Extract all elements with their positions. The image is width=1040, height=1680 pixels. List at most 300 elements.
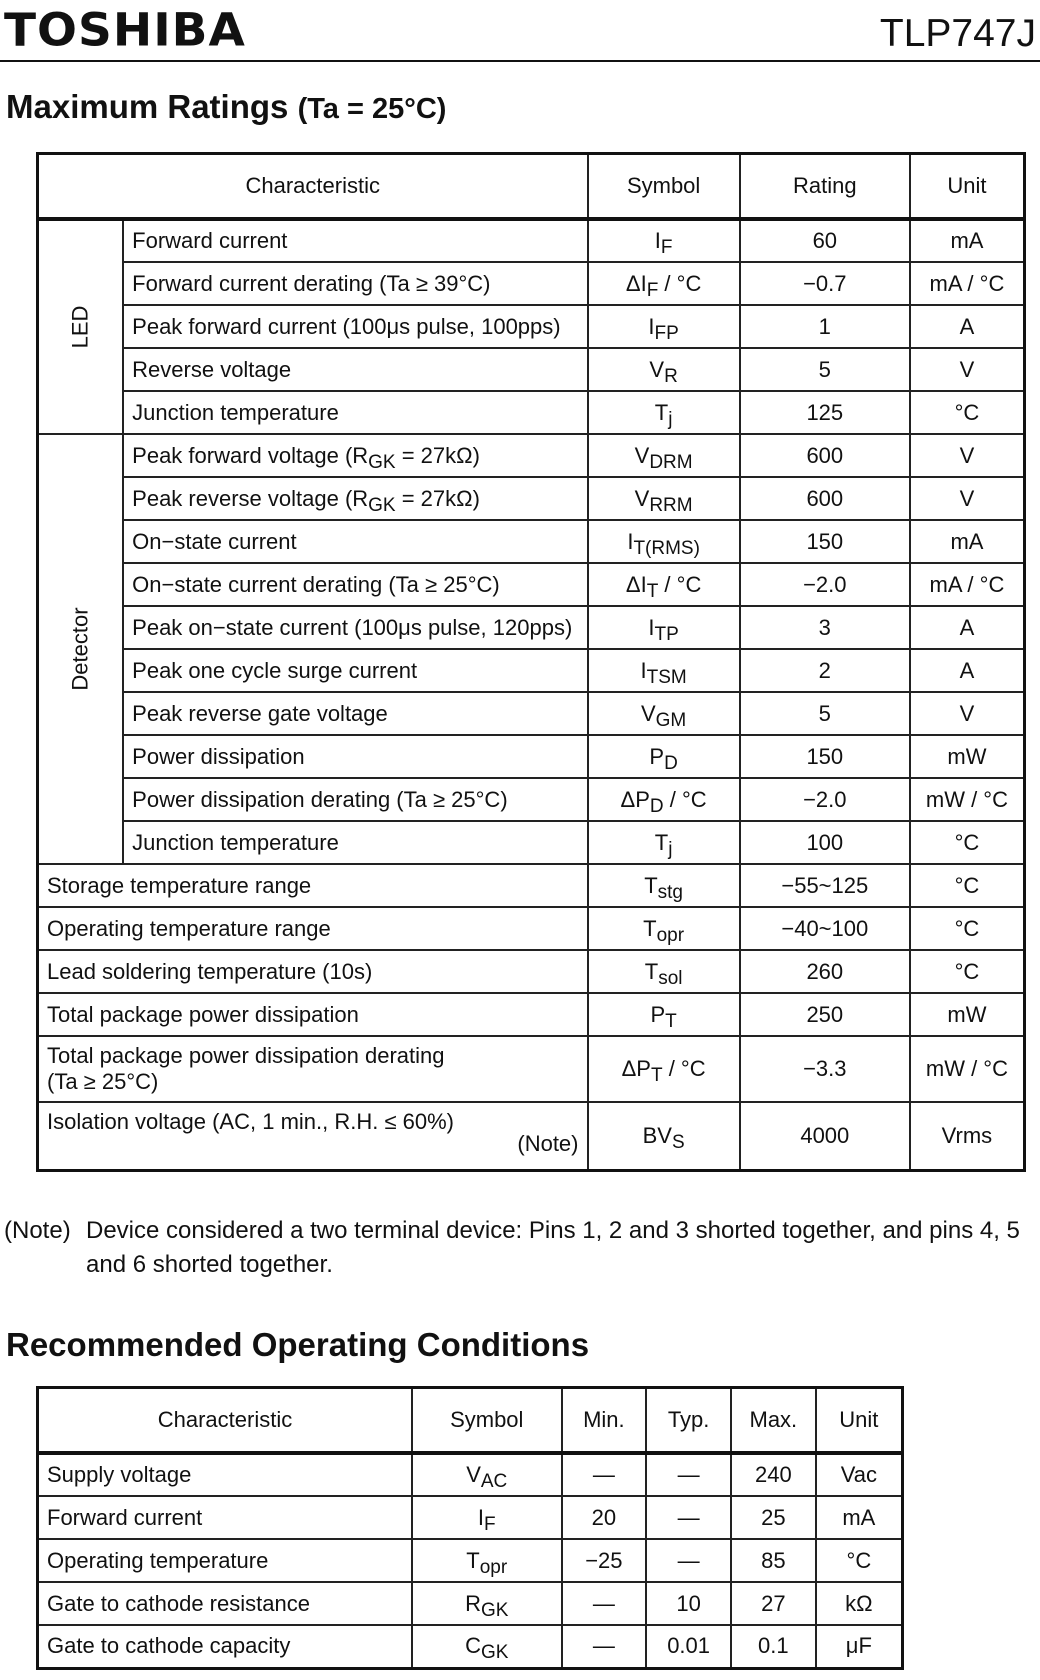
unit-value: mA / °C: [929, 571, 1005, 597]
min-value: —: [592, 1590, 615, 1616]
characteristic-text: On−state current derating (Ta ≥ 25°C): [132, 571, 500, 597]
symbol-main: V: [649, 356, 665, 382]
symbol-subscript: opr: [479, 1556, 508, 1578]
typ-cell: [646, 1539, 731, 1582]
typ-cell: [646, 1582, 731, 1625]
rating-value: 60: [812, 228, 838, 253]
characteristic-cell: [38, 1582, 412, 1625]
symbol-main: T: [644, 958, 659, 984]
table-row: [38, 735, 1025, 778]
rating-value: 4000: [800, 1122, 850, 1148]
note-label: (Note): [4, 1217, 71, 1244]
unit-cell: [910, 864, 1025, 907]
symbol-cell: [412, 1582, 562, 1625]
characteristic-text: Total package power dissipation: [47, 1001, 359, 1027]
unit-cell: [910, 778, 1025, 821]
table-header-row: [38, 1388, 903, 1454]
table-row: [38, 219, 1025, 262]
characteristic-cell: [123, 649, 587, 692]
characteristic-cell: [123, 305, 587, 348]
characteristic-cell: [123, 735, 587, 778]
characteristic-cell: [123, 520, 587, 563]
symbol-cell: [588, 348, 740, 391]
typ-cell: [646, 1453, 731, 1496]
unit-value: mA / °C: [929, 270, 1005, 296]
symbol-subscript: j: [668, 838, 673, 860]
symbol-subscript: stg: [657, 881, 684, 903]
col-characteristic: Characteristic: [38, 1388, 412, 1454]
unit-cell: [910, 305, 1025, 348]
min-value: —: [592, 1462, 615, 1487]
unit-value: A: [959, 313, 975, 339]
min-cell: [562, 1625, 647, 1668]
characteristic-text: Isolation voltage (AC, 1 min., R.H. ≤ 60%): [47, 1109, 455, 1134]
unit-value: °C: [954, 872, 980, 898]
characteristic-text: Supply voltage: [47, 1462, 192, 1487]
group-led: [38, 219, 124, 434]
table-row: [38, 1496, 903, 1539]
characteristic-text: Junction temperature: [132, 399, 339, 425]
symbol-main: V: [640, 700, 656, 726]
table-row: [38, 821, 1025, 864]
table-row: [38, 391, 1025, 434]
unit-value: V: [959, 485, 975, 511]
symbol-main: I: [648, 614, 655, 640]
unit-value: °C: [954, 829, 980, 855]
recommended-title: Recommended Operating Conditions: [6, 1326, 590, 1363]
characteristic-cell: [38, 1539, 412, 1582]
symbol-main: P: [649, 743, 665, 769]
unit-value: V: [959, 442, 975, 468]
symbol-cell: [588, 563, 740, 606]
rating-value: 100: [806, 829, 844, 855]
typ-cell: [646, 1496, 731, 1539]
characteristic-line2: (Ta ≥ 25°C): [47, 1069, 159, 1094]
symbol-suffix: / °C: [662, 1056, 706, 1081]
rating-cell: [740, 907, 910, 950]
unit-cell: [910, 735, 1025, 778]
min-cell: [562, 1496, 647, 1539]
characteristic-text: Gate to cathode capacity: [47, 1633, 291, 1659]
col-unit: Unit: [816, 1388, 903, 1454]
table-row: [38, 993, 1025, 1036]
symbol-main: ΔP: [620, 786, 650, 812]
symbol-cell: [588, 520, 740, 563]
rating-cell: [740, 520, 910, 563]
symbol-main: I: [627, 528, 634, 554]
table-row: [38, 477, 1025, 520]
rating-value: 600: [806, 442, 844, 468]
characteristic-line1: Total package power dissipation derating: [47, 1043, 445, 1068]
symbol-main: T: [654, 829, 669, 855]
symbol-cell: [412, 1539, 562, 1582]
rating-value: 3: [818, 614, 831, 640]
symbol-main: T: [644, 872, 658, 898]
max-value: 27: [761, 1590, 786, 1616]
unit-value: mW / °C: [925, 786, 1008, 812]
max-value: 85: [761, 1547, 786, 1573]
symbol-main: ΔI: [625, 270, 647, 296]
max-cell: [731, 1539, 816, 1582]
unit-value: mA: [950, 228, 984, 253]
symbol-cell: [588, 1036, 740, 1102]
table-row: [38, 649, 1025, 692]
typ-value: 0.01: [667, 1633, 711, 1659]
note-reference: (Note): [517, 1131, 579, 1156]
max-cell: [731, 1453, 816, 1496]
unit-cell: [816, 1539, 903, 1582]
table-row: [38, 348, 1025, 391]
characteristic-text: Power dissipation derating (Ta ≥ 25°C): [132, 786, 508, 812]
rating-cell: [740, 692, 910, 735]
characteristic-cell: [123, 434, 587, 477]
table-row: [38, 907, 1025, 950]
unit-value: mW: [947, 743, 987, 769]
group-label: Detector: [67, 607, 93, 691]
symbol-subscript: j: [668, 408, 673, 430]
rating-value: 1: [818, 313, 831, 339]
characteristic-text: Operating temperature range: [47, 915, 331, 941]
rating-cell: [740, 563, 910, 606]
symbol-main: I: [640, 657, 647, 683]
typ-value: 10: [676, 1590, 701, 1616]
characteristic-text: Power dissipation: [132, 743, 305, 769]
symbol-cell: [588, 219, 740, 262]
symbol-cell: [412, 1625, 562, 1668]
group-label: LED: [67, 305, 93, 349]
rating-cell: [740, 1036, 910, 1102]
table-row: [38, 1036, 1025, 1102]
characteristic-text: Forward current derating (Ta ≥ 39°C): [132, 270, 491, 296]
symbol-subscript: F: [484, 1513, 496, 1535]
rating-value: 125: [806, 399, 844, 425]
min-value: —: [592, 1633, 615, 1659]
unit-value: mA: [842, 1504, 876, 1530]
symbol-cell: [588, 993, 740, 1036]
col-symbol: Symbol: [412, 1388, 562, 1454]
characteristic-text: = 27kΩ): [395, 442, 480, 468]
symbol-cell: [588, 477, 740, 520]
symbol-subscript: GM: [655, 709, 687, 731]
rating-value: 5: [818, 356, 831, 382]
characteristic-text: Peak on−state current (100μs pulse, 120pps): [132, 614, 573, 640]
characteristic-cell: [38, 1496, 412, 1539]
min-cell: [562, 1582, 647, 1625]
unit-cell: [910, 391, 1025, 434]
characteristic-cell: [123, 821, 587, 864]
unit-cell: [910, 563, 1025, 606]
max-cell: [731, 1582, 816, 1625]
unit-cell: [910, 520, 1025, 563]
characteristic-cell: [123, 262, 587, 305]
characteristic-cell: [123, 778, 587, 821]
symbol-main: V: [634, 442, 650, 468]
characteristic-text: = 27kΩ): [395, 485, 480, 511]
characteristic-text: Forward current: [132, 228, 288, 253]
characteristic-cell: [38, 993, 588, 1036]
symbol-subscript: R: [664, 365, 678, 387]
max-ratings-table: [36, 152, 1026, 1172]
rating-cell: [740, 649, 910, 692]
table-row: [38, 1625, 903, 1668]
symbol-suffix: / °C: [658, 571, 702, 597]
rating-cell: [740, 348, 910, 391]
characteristic-cell: [38, 950, 588, 993]
symbol-cell: [588, 1102, 740, 1170]
recommended-table: [36, 1386, 904, 1670]
symbol-cell: [588, 821, 740, 864]
symbol-cell: [412, 1453, 562, 1496]
characteristic-text: On−state current: [132, 528, 297, 554]
unit-cell: [910, 477, 1025, 520]
unit-value: °C: [846, 1547, 872, 1573]
col-max: Max.: [731, 1388, 816, 1454]
characteristic-cell: [38, 1102, 588, 1170]
unit-cell: [816, 1496, 903, 1539]
unit-value: Vac: [840, 1462, 877, 1487]
col-unit: Unit: [910, 154, 1025, 220]
rating-cell: [740, 864, 910, 907]
rating-cell: [740, 778, 910, 821]
max-value: 240: [754, 1462, 792, 1487]
rating-value: 5: [818, 700, 831, 726]
symbol-main: C: [465, 1633, 481, 1659]
unit-cell: [910, 993, 1025, 1036]
symbol-subscript: F: [646, 279, 659, 301]
rating-cell: [740, 735, 910, 778]
symbol-main: I: [477, 1504, 484, 1530]
unit-value: V: [959, 356, 975, 382]
characteristic-text: Forward current: [47, 1504, 203, 1530]
characteristic-text: Reverse voltage: [132, 356, 292, 382]
symbol-main: I: [654, 228, 661, 253]
symbol-cell: [588, 950, 740, 993]
characteristic-text: Peak one cycle surge current: [132, 657, 418, 683]
max-cell: [731, 1625, 816, 1668]
typ-value: —: [677, 1504, 700, 1530]
rating-cell: [740, 391, 910, 434]
unit-value: mW: [947, 1001, 987, 1027]
symbol-cell: [588, 735, 740, 778]
table-row: [38, 950, 1025, 993]
typ-cell: [646, 1625, 731, 1668]
symbol-subscript: TP: [654, 623, 679, 645]
col-symbol: Symbol: [588, 154, 740, 220]
unit-value: °C: [954, 399, 980, 425]
characteristic-text: Peak reverse gate voltage: [132, 700, 388, 726]
symbol-suffix: / °C: [658, 270, 702, 296]
symbol-main: R: [465, 1590, 481, 1616]
table-row: [38, 1539, 903, 1582]
rating-cell: [740, 477, 910, 520]
unit-value: A: [959, 614, 975, 640]
unit-value: mA: [950, 528, 984, 554]
rating-cell: [740, 219, 910, 262]
max-value: 25: [761, 1504, 786, 1530]
symbol-cell: [588, 305, 740, 348]
symbol-main: BV: [642, 1122, 672, 1148]
table-row: [38, 563, 1025, 606]
symbol-cell: [588, 391, 740, 434]
table-row: [38, 305, 1025, 348]
min-value: −25: [585, 1547, 623, 1573]
rating-value: 2: [818, 657, 831, 683]
symbol-main: ΔI: [625, 571, 647, 597]
characteristic-text: Storage temperature range: [47, 872, 312, 898]
characteristic-cell: [38, 907, 588, 950]
symbol-subscript: T(RMS): [633, 537, 700, 559]
symbol-subscript: opr: [656, 924, 685, 946]
rating-value: 150: [806, 528, 844, 554]
unit-value: °C: [954, 958, 980, 984]
symbol-subscript: T: [650, 1065, 663, 1086]
unit-cell: [816, 1625, 903, 1668]
unit-cell: [910, 434, 1025, 477]
unit-value: μF: [845, 1633, 872, 1659]
characteristic-cell: [38, 1625, 412, 1668]
part-number: TLP747J: [879, 12, 1036, 55]
characteristic-cell: [123, 606, 587, 649]
symbol-suffix: / °C: [663, 786, 707, 812]
unit-cell: [910, 1036, 1025, 1102]
unit-cell: [910, 649, 1025, 692]
symbol-subscript: D: [664, 752, 678, 774]
col-min: Min.: [562, 1388, 647, 1454]
characteristic-cell: [38, 1453, 412, 1496]
rating-value: −55~125: [781, 872, 869, 898]
unit-value: Vrms: [941, 1122, 993, 1148]
characteristic-text: Junction temperature: [132, 829, 339, 855]
unit-cell: [910, 907, 1025, 950]
max-value: 0.1: [758, 1633, 789, 1659]
rating-cell: [740, 305, 910, 348]
characteristic-subscript: GK: [368, 494, 396, 516]
unit-value: V: [959, 700, 975, 726]
symbol-subscript: sol: [658, 967, 683, 989]
symbol-main: P: [650, 1001, 666, 1027]
table-row: [38, 864, 1025, 907]
symbol-cell: [588, 907, 740, 950]
characteristic-text: Operating temperature: [47, 1547, 269, 1573]
table-row: [38, 1102, 1025, 1170]
min-cell: [562, 1539, 647, 1582]
symbol-cell: [588, 434, 740, 477]
symbol-main: V: [634, 485, 650, 511]
unit-cell: [910, 219, 1025, 262]
max-ratings-title-text: Maximum Ratings: [6, 88, 289, 125]
rating-cell: [740, 950, 910, 993]
symbol-subscript: GK: [480, 1642, 509, 1664]
characteristic-cell: [38, 864, 588, 907]
symbol-main: ΔP: [621, 1056, 651, 1081]
characteristic-text: Lead soldering temperature (10s): [47, 958, 373, 984]
rating-cell: [740, 993, 910, 1036]
rating-cell: [740, 1102, 910, 1170]
symbol-cell: [588, 606, 740, 649]
symbol-main: I: [648, 313, 655, 339]
symbol-cell: [588, 778, 740, 821]
symbol-cell: [588, 864, 740, 907]
characteristic-cell: [38, 1036, 588, 1102]
col-rating: Rating: [740, 154, 910, 220]
typ-value: —: [677, 1462, 700, 1487]
symbol-subscript: GK: [480, 1599, 509, 1621]
symbol-subscript: F: [660, 237, 673, 258]
unit-value: A: [959, 657, 975, 683]
characteristic-cell: [123, 348, 587, 391]
symbol-main: T: [643, 915, 657, 941]
brand-logo: TOSHIBA: [4, 4, 246, 57]
unit-value: kΩ: [845, 1590, 873, 1616]
symbol-cell: [588, 692, 740, 735]
group-detector: [38, 434, 124, 864]
symbol-subscript: DRM: [649, 451, 693, 473]
rating-value: −40~100: [781, 915, 869, 941]
characteristic-cell: [123, 477, 587, 520]
table-row: [38, 692, 1025, 735]
symbol-subscript: TSM: [646, 666, 687, 688]
characteristic-cell: [123, 219, 587, 262]
symbol-main: V: [466, 1462, 481, 1487]
rating-cell: [740, 821, 910, 864]
col-typ: Typ.: [646, 1388, 731, 1454]
symbol-cell: [588, 262, 740, 305]
rating-value: 600: [806, 485, 844, 511]
symbol-subscript: RRM: [649, 494, 693, 516]
rating-value: −3.3: [803, 1056, 847, 1081]
unit-cell: [910, 606, 1025, 649]
rating-value: −2.0: [803, 571, 847, 597]
col-characteristic: Characteristic: [38, 154, 588, 220]
table-row: [38, 434, 1025, 477]
rating-value: 250: [806, 1001, 844, 1027]
symbol-subscript: T: [646, 580, 659, 602]
min-cell: [562, 1453, 647, 1496]
max-ratings-condition: (Ta = 25°C): [297, 93, 447, 125]
rating-cell: [740, 262, 910, 305]
unit-cell: [910, 348, 1025, 391]
unit-cell: [910, 1102, 1025, 1170]
table-row: [38, 262, 1025, 305]
characteristic-text: Peak forward voltage (R: [132, 442, 369, 468]
symbol-main: T: [466, 1547, 480, 1573]
table-row: [38, 1582, 903, 1625]
rating-cell: [740, 434, 910, 477]
characteristic-cell: [123, 692, 587, 735]
note-text: Device considered a two terminal device: Pins 1, 2 and 3 shorted together, and pins 4, 5 and 6 shorted together.: [86, 1217, 1020, 1278]
page-header: [0, 0, 1040, 62]
characteristic-text: Peak reverse voltage (R: [132, 485, 369, 511]
rating-value: 150: [806, 743, 844, 769]
table-header-row: [38, 154, 1025, 220]
unit-cell: [910, 950, 1025, 993]
unit-value: mW / °C: [925, 1056, 1008, 1081]
rating-value: 260: [806, 958, 844, 984]
symbol-subscript: FP: [654, 322, 679, 344]
min-value: 20: [591, 1504, 617, 1530]
characteristic-subscript: GK: [368, 451, 396, 473]
unit-value: °C: [954, 915, 980, 941]
unit-cell: [816, 1582, 903, 1625]
symbol-cell: [412, 1496, 562, 1539]
typ-value: —: [677, 1547, 700, 1573]
symbol-subscript: AC: [480, 1471, 508, 1492]
max-ratings-title: [6, 88, 446, 126]
symbol-subscript: D: [649, 795, 664, 817]
symbol-cell: [588, 649, 740, 692]
unit-cell: [910, 821, 1025, 864]
characteristic-cell: [123, 563, 587, 606]
